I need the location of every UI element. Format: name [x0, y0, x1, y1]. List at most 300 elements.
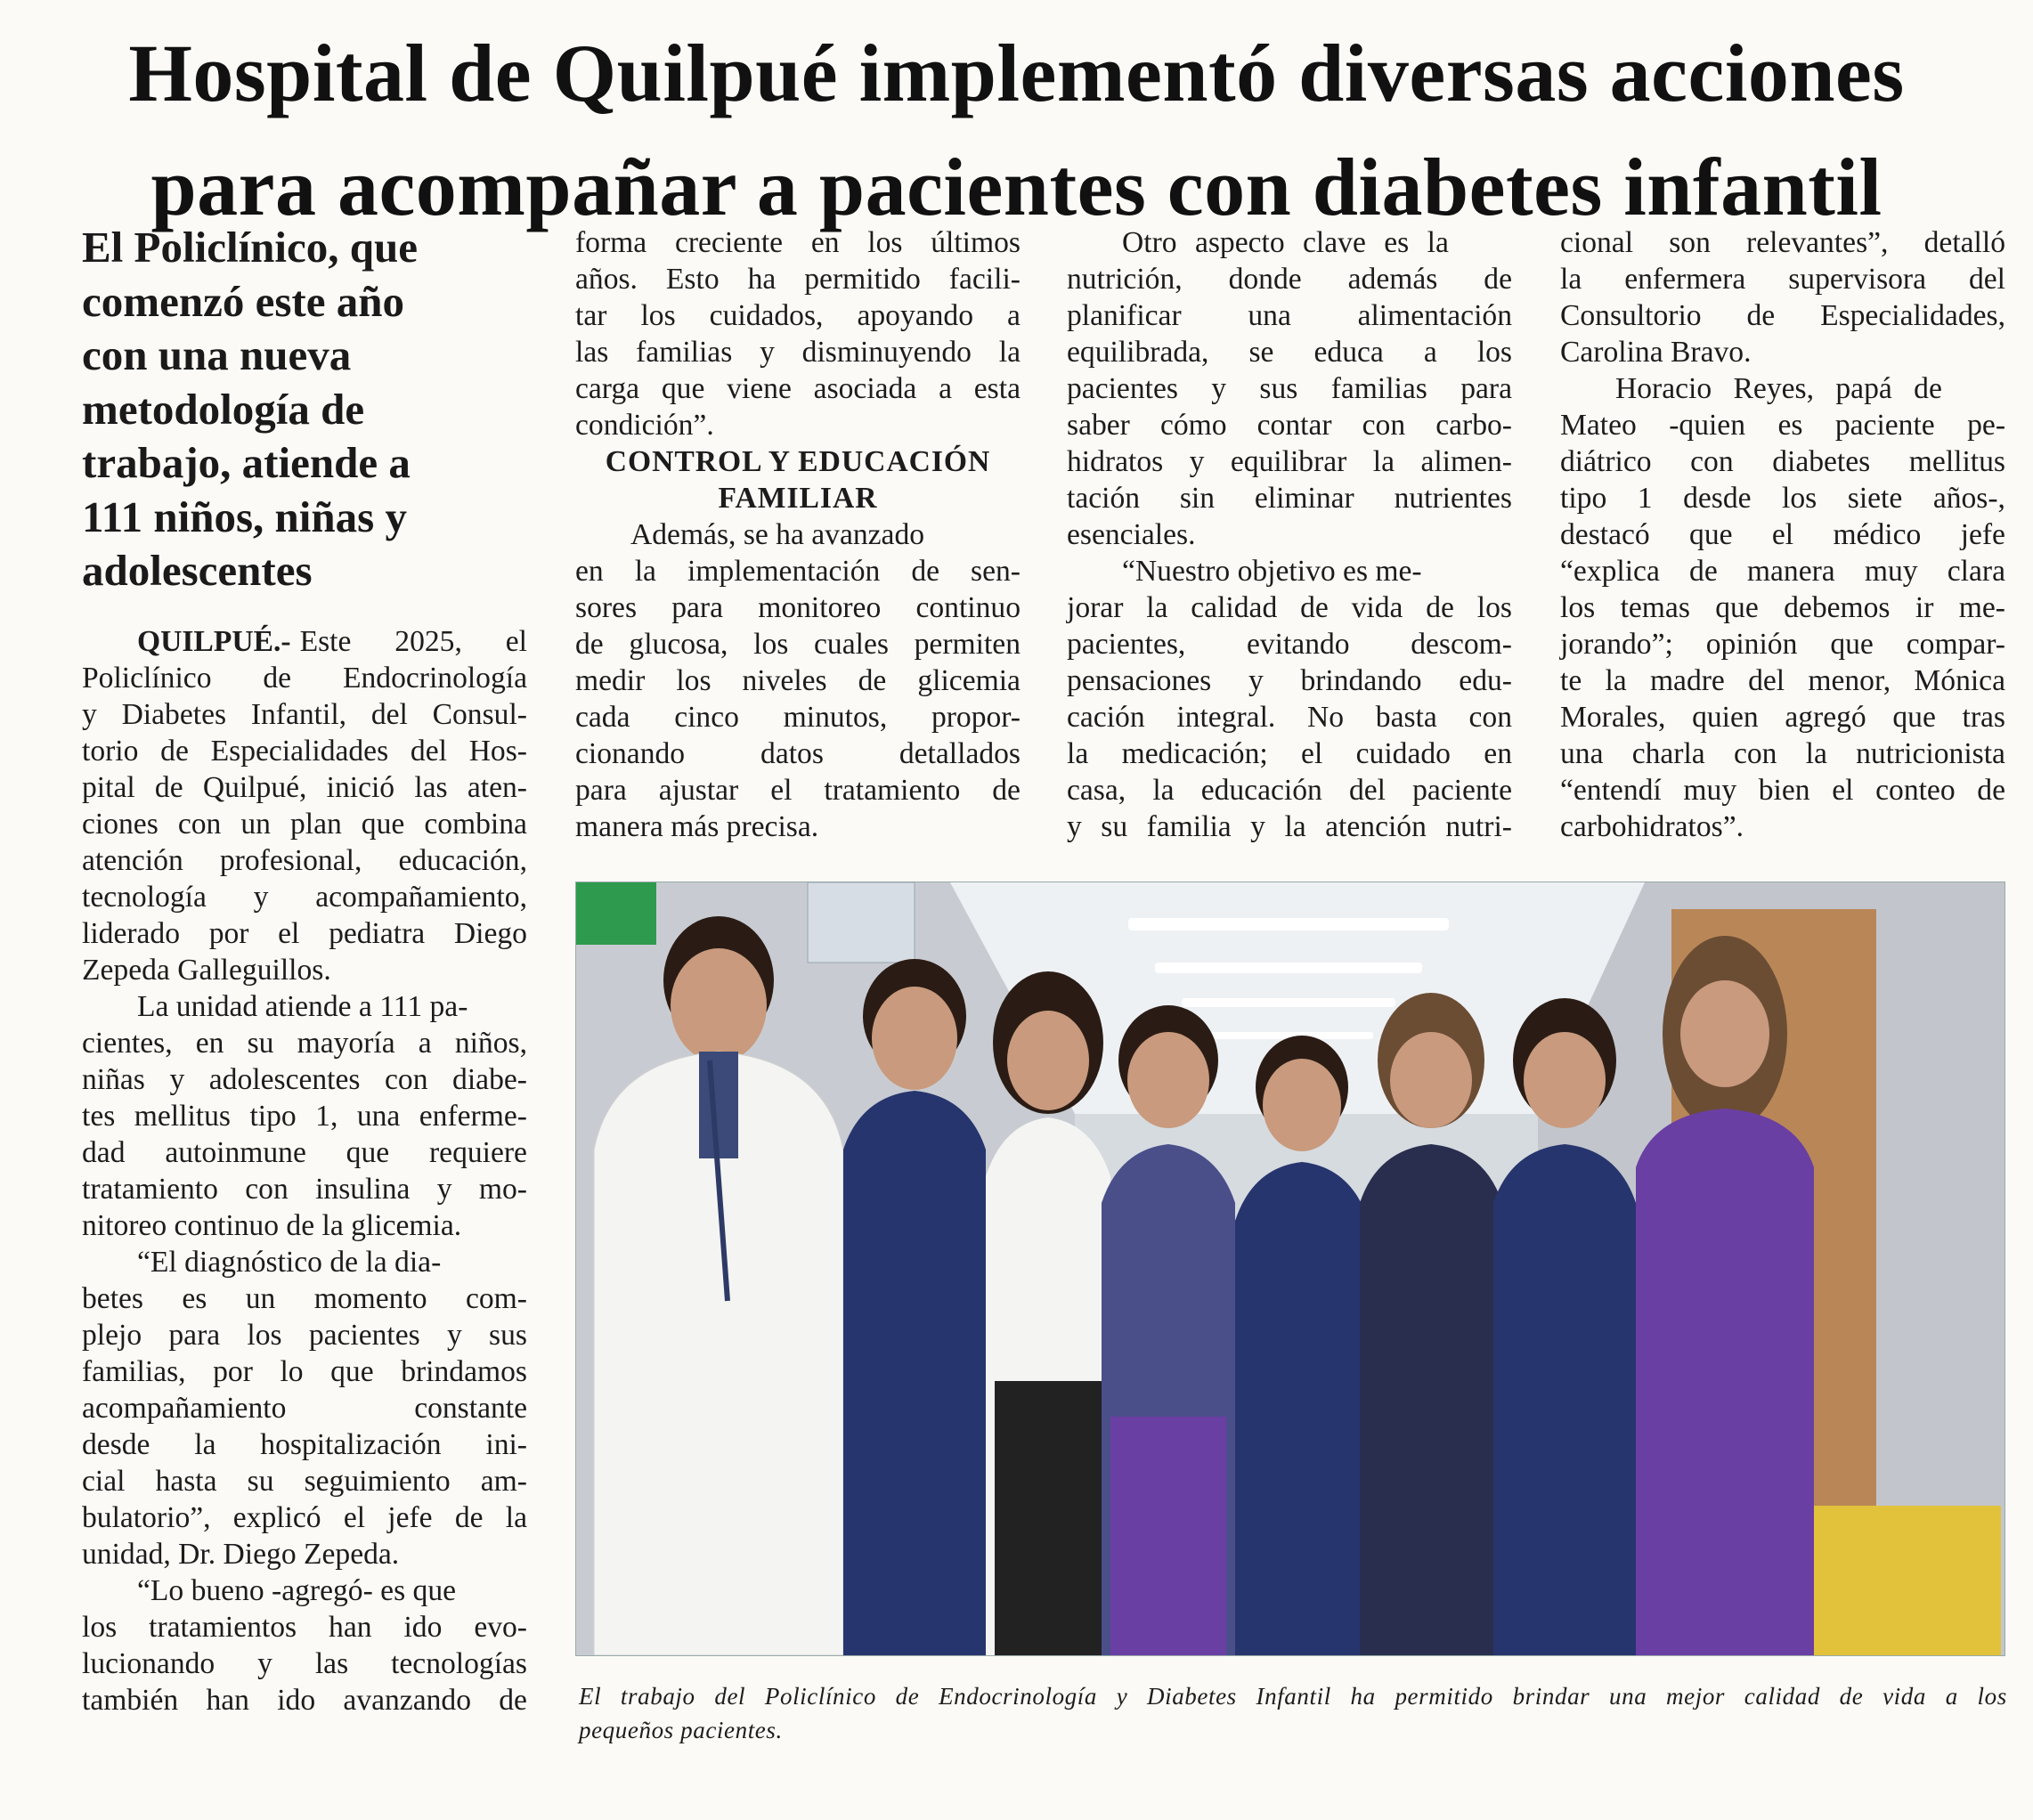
deck-line: comenzó este año [82, 276, 404, 326]
caption-line: pequeños pacientes. [579, 1717, 783, 1743]
word: relevantes”, [1746, 226, 1889, 259]
word: propor- [931, 701, 1021, 734]
word: opinión [1705, 628, 1798, 661]
word: últimos [931, 226, 1021, 259]
word: pacientes [1067, 372, 1178, 405]
word: familias [1330, 372, 1427, 405]
word: creciente [674, 226, 784, 259]
text-line [82, 842, 527, 879]
text-line [1067, 297, 1512, 334]
word: a [418, 1027, 432, 1060]
word: siete [1847, 482, 1903, 515]
headline [53, 16, 1980, 244]
word: enfermera [1624, 263, 1746, 296]
word: una [356, 1100, 401, 1133]
word: familia [1146, 810, 1232, 843]
word: su [1101, 810, 1128, 843]
word: Diego [453, 917, 527, 950]
word: con [1468, 701, 1512, 734]
word: pe- [1967, 409, 2005, 442]
body-column-1 [82, 623, 527, 1718]
word: casa, [1067, 774, 1126, 807]
word: tación [1067, 482, 1141, 515]
word: Consul- [432, 698, 527, 731]
word: momento [313, 1282, 427, 1315]
text-line [575, 662, 1021, 699]
word: nutricionista [1856, 737, 2005, 770]
word: tes [82, 1100, 116, 1133]
word: el [505, 625, 527, 658]
word: detalló [1923, 226, 2005, 259]
word: temas [1620, 591, 1690, 624]
word: ha [1350, 1683, 1376, 1710]
word: equilibrada, [1067, 336, 1209, 369]
word: ajustar [658, 774, 739, 807]
word: Este [299, 625, 352, 658]
word: basta [1375, 701, 1437, 734]
word: son [1669, 226, 1711, 259]
headline-line: para acompañar a pacientes con diabetes infantil [150, 142, 1883, 232]
word: de [1300, 591, 1329, 624]
word: niveles [742, 664, 827, 697]
word: niños, [454, 1027, 527, 1060]
word: jefe [1960, 518, 2005, 551]
word: el [278, 917, 300, 950]
word: en [195, 1027, 224, 1060]
word: adolescentes [208, 1063, 361, 1096]
text-line [82, 1463, 527, 1499]
word: de [1746, 299, 1776, 332]
word: las [575, 336, 609, 369]
word: agregó [1785, 701, 1866, 734]
word: alimentación [1357, 299, 1512, 332]
text-line [1560, 480, 2005, 516]
word: permitido [1395, 1683, 1493, 1710]
word: tratamiento [82, 1173, 218, 1206]
word: mo- [478, 1173, 527, 1206]
word: jefe [387, 1501, 433, 1534]
word: los [1476, 591, 1512, 624]
text-line: “El diagnóstico de la dia- [137, 1246, 442, 1279]
word: glucosa, [629, 628, 728, 661]
word: mejor [1666, 1683, 1726, 1710]
word: muy [1683, 774, 1737, 807]
word: el [1771, 518, 1794, 551]
text-line [1560, 516, 2005, 553]
word: de [1839, 1683, 1864, 1710]
deck-line: El Policlínico, que [82, 223, 419, 272]
text-line [82, 1682, 527, 1718]
word: cuidado [1355, 737, 1451, 770]
text-line [82, 769, 527, 806]
word: para [168, 1319, 221, 1352]
word: cientes, [82, 1027, 173, 1060]
word: seguimiento [304, 1465, 451, 1498]
word: las [414, 771, 448, 804]
word: tratamientos [149, 1611, 297, 1644]
word: educación [1200, 774, 1322, 807]
word: insulina [315, 1173, 411, 1206]
text-line [1560, 443, 2005, 480]
text-line: “Lo bueno -agregó- es que [137, 1574, 457, 1607]
word: sus [1259, 372, 1298, 405]
word: que [330, 1355, 374, 1388]
text-line [82, 1134, 527, 1171]
word: El [579, 1683, 602, 1710]
word: el [770, 774, 793, 807]
word: han [329, 1611, 372, 1644]
word: sus [489, 1319, 527, 1352]
word: ido [403, 1611, 443, 1644]
text-line: Otro aspecto clave es la [1122, 226, 1449, 259]
word: que [361, 808, 405, 841]
text-line [1067, 407, 1512, 443]
word: nutrición, [1067, 263, 1183, 296]
word: debemos [1784, 591, 1891, 624]
ceiling-light [1182, 998, 1395, 1007]
deck-line: 111 niños, niñas y [82, 492, 407, 541]
word: 1 [1637, 482, 1653, 515]
word: los [676, 664, 712, 697]
text-line [1067, 443, 1512, 480]
word: edu- [1459, 664, 1512, 697]
word: una [1248, 299, 1291, 332]
word: carga [575, 372, 640, 405]
word: de [499, 1684, 527, 1717]
word: la [1560, 263, 1582, 296]
word: del [714, 1683, 746, 1710]
text-line [1067, 699, 1512, 735]
word: Especialidades, [1820, 299, 2005, 332]
text-line [1067, 626, 1512, 662]
word: la [1372, 445, 1395, 478]
word: de [992, 774, 1021, 807]
word: diabe- [452, 1063, 527, 1096]
word: avanzando [343, 1684, 471, 1717]
word: ir [1915, 591, 1934, 624]
word: los [867, 226, 903, 259]
body-column-4 [1560, 224, 2005, 845]
headline-line: Hospital de Quilpué implementó diversas acciones [128, 28, 1905, 118]
word: la [634, 555, 656, 588]
word: atención [1325, 810, 1427, 843]
text-line [1067, 808, 1512, 845]
word: madre [1649, 664, 1725, 697]
text-line [82, 733, 527, 769]
word: del [1968, 263, 2005, 296]
text-line [1560, 407, 2005, 443]
word: por [213, 1355, 253, 1388]
word: la [1805, 737, 1827, 770]
text-line [82, 1499, 527, 1536]
word: pacientes, [1067, 628, 1186, 661]
group-photo [575, 882, 2005, 1656]
word: con [245, 1173, 289, 1206]
word: ciones [82, 808, 159, 841]
word: cada [575, 701, 630, 734]
word: la [1605, 664, 1627, 697]
word: supervisora [1788, 263, 1927, 296]
word: tecnologías [391, 1647, 527, 1680]
word: se [1248, 336, 1274, 369]
word: plan [289, 808, 342, 841]
word: paciente [1834, 409, 1935, 442]
word: y [760, 336, 775, 369]
word: -quien [1669, 409, 1746, 442]
word: Quilpué, [202, 771, 307, 804]
subhead: FAMILIAR [718, 482, 878, 515]
text-line [82, 1609, 527, 1645]
word: Diabetes [121, 698, 227, 731]
text-line: esenciales. [1067, 518, 1196, 551]
word: de [895, 1683, 920, 1710]
word: liderado [82, 917, 181, 950]
text-line [1067, 662, 1512, 699]
word: hasta [155, 1465, 217, 1498]
text-line [82, 879, 527, 915]
word: su [247, 1465, 274, 1498]
word: la [1146, 591, 1168, 624]
text-line [82, 1353, 527, 1390]
word: de [1484, 263, 1512, 296]
word: nutri- [1445, 810, 1512, 843]
word: desde [82, 1428, 150, 1461]
word: los [82, 1611, 118, 1644]
dateline: QUILPUÉ.- [137, 625, 291, 658]
word: “explica [1560, 555, 1660, 588]
word: de [154, 771, 183, 804]
word: implementación [687, 555, 881, 588]
text-line [82, 806, 527, 842]
text-line [82, 1390, 527, 1426]
word: profesional, [219, 844, 362, 877]
word: detallados [899, 737, 1021, 770]
word: plejo [82, 1319, 142, 1352]
word: diátrico [1560, 445, 1652, 478]
word: acompañamiento, [315, 881, 527, 914]
text-line: manera más precisa. [575, 810, 819, 843]
word: calidad [1744, 1683, 1820, 1710]
word: evo- [474, 1611, 527, 1644]
word: conteo [1875, 774, 1956, 807]
word: tipo [249, 1100, 297, 1133]
text-line [575, 626, 1021, 662]
text-line [82, 1171, 527, 1207]
word: datos [760, 737, 824, 770]
text-line [82, 1317, 527, 1353]
word: los [247, 1319, 282, 1352]
word: brindamos [401, 1355, 527, 1388]
word: te [1560, 664, 1582, 697]
word: médico [1833, 518, 1922, 551]
word: planificar [1067, 299, 1182, 332]
word: Endocrinología [939, 1683, 1097, 1710]
word: lucionando [82, 1647, 215, 1680]
word: la [1284, 810, 1306, 843]
word: hidratos [1067, 445, 1164, 478]
word: contar [1256, 409, 1332, 442]
text-line [1067, 772, 1512, 808]
word: desde [1683, 482, 1752, 515]
word: autoinmune [165, 1136, 306, 1169]
text-line [1560, 224, 2005, 261]
word: niñas [82, 1063, 145, 1096]
word: y [1067, 810, 1082, 843]
word: mayoría [297, 1027, 395, 1060]
word: de [160, 735, 189, 768]
text-line [575, 261, 1021, 297]
word: con [1690, 445, 1734, 478]
exit-sign [576, 882, 656, 945]
word: por [208, 917, 249, 950]
body-column-2 [575, 224, 1021, 845]
word: de [575, 628, 604, 661]
word: a [939, 372, 952, 405]
word: 1, [315, 1100, 338, 1133]
word: am- [480, 1465, 527, 1498]
word: del [1348, 774, 1386, 807]
word: la [1152, 774, 1175, 807]
word: Especialidades [210, 735, 389, 768]
word: descom- [1411, 628, 1512, 661]
word: sen- [971, 555, 1021, 588]
word: manera [1746, 555, 1835, 588]
person-nurse-3 [986, 971, 1110, 1655]
word: menor, [1808, 664, 1891, 697]
word: forma [575, 226, 647, 259]
word: y [1248, 664, 1264, 697]
word: y [1189, 445, 1205, 478]
word: que [1689, 518, 1733, 551]
word: y [446, 1319, 462, 1352]
text-line [1560, 297, 2005, 334]
word: Mateo [1560, 409, 1637, 442]
word: y [257, 1647, 272, 1680]
word: un [245, 1282, 276, 1315]
word: de [1689, 555, 1718, 588]
word: monitoreo [758, 591, 882, 624]
word: los [1977, 1683, 2007, 1710]
word: Policlínico [82, 662, 212, 695]
word: Mónica [1914, 664, 2005, 697]
caption-line [579, 1679, 2007, 1713]
word: jorar [1067, 591, 1124, 624]
text-line: “Nuestro objetivo es me- [1122, 555, 1422, 588]
text-line [1560, 553, 2005, 589]
word: tratamiento [824, 774, 961, 807]
word: los [1476, 336, 1512, 369]
word: clara [1947, 555, 2005, 588]
word: de [263, 662, 292, 695]
word: Infantil [1256, 1683, 1331, 1710]
text-line [1067, 589, 1512, 626]
subhead: CONTROL Y EDUCACIÓN [605, 445, 991, 478]
word: la [505, 1501, 527, 1534]
word: a [1423, 336, 1437, 369]
text-line [575, 553, 1021, 589]
word: cuidados, [709, 299, 824, 332]
word: Endocrinología [342, 662, 527, 695]
text-line [1560, 772, 2005, 808]
word: glicemia [917, 664, 1021, 697]
word: que [1715, 591, 1759, 624]
text-line [1067, 370, 1512, 407]
word: paciente [1412, 774, 1512, 807]
word: tar [575, 299, 607, 332]
word: vida [1351, 591, 1403, 624]
photo-caption [579, 1679, 2007, 1747]
text-line [575, 224, 1021, 261]
word: el [343, 1501, 366, 1534]
word: años. [575, 263, 638, 296]
text-line [82, 623, 527, 660]
text-line-part [300, 623, 527, 660]
word: Infantil, [250, 698, 347, 731]
word: combina [424, 808, 527, 841]
word: tras [1962, 701, 2005, 734]
word: saber [1067, 409, 1130, 442]
word: viene [727, 372, 792, 405]
word: hospitalización [260, 1428, 442, 1461]
word: y [1211, 372, 1227, 405]
word: del [370, 698, 408, 731]
word: una [1609, 1683, 1647, 1710]
word: que [1892, 701, 1936, 734]
word: es [182, 1282, 207, 1315]
word: de [911, 555, 940, 588]
word: con [177, 808, 222, 841]
word: que [1830, 628, 1874, 661]
deck-line: con una nueva [82, 330, 352, 379]
word: el [1301, 737, 1323, 770]
text-line [575, 297, 1021, 334]
word: dad [82, 1136, 126, 1169]
word: continuo [915, 591, 1021, 624]
word: acompañamiento [82, 1392, 287, 1425]
text-line [82, 1280, 527, 1317]
word: pacientes [308, 1319, 420, 1352]
word: a [1007, 299, 1021, 332]
word: asociada [813, 372, 917, 405]
word: bulatorio”, [82, 1501, 211, 1534]
text-line: Carolina Bravo. [1560, 336, 1752, 369]
word: las [314, 1647, 349, 1680]
word: Policlínico [764, 1683, 876, 1710]
text-line: Además, se ha avanzado [630, 518, 925, 551]
word: apoyando [857, 299, 974, 332]
word: bien [1758, 774, 1810, 807]
word: y [1116, 1683, 1128, 1710]
word: medir [575, 664, 646, 697]
word: los [1560, 591, 1596, 624]
word: además [1347, 263, 1438, 296]
word: los [753, 628, 789, 661]
word: Hos- [468, 735, 527, 768]
word: permiten [914, 628, 1021, 661]
word: que [661, 372, 705, 405]
word: brindando [1300, 664, 1422, 697]
ceiling-light [1128, 918, 1449, 930]
word: con [1733, 737, 1777, 770]
word: cial [82, 1465, 126, 1498]
text-line [82, 1061, 527, 1098]
word: los [640, 299, 676, 332]
word: esta [973, 372, 1021, 405]
word: de [454, 1501, 484, 1534]
word: han [206, 1684, 249, 1717]
word: cinco [674, 701, 739, 734]
word: quien [1692, 701, 1759, 734]
